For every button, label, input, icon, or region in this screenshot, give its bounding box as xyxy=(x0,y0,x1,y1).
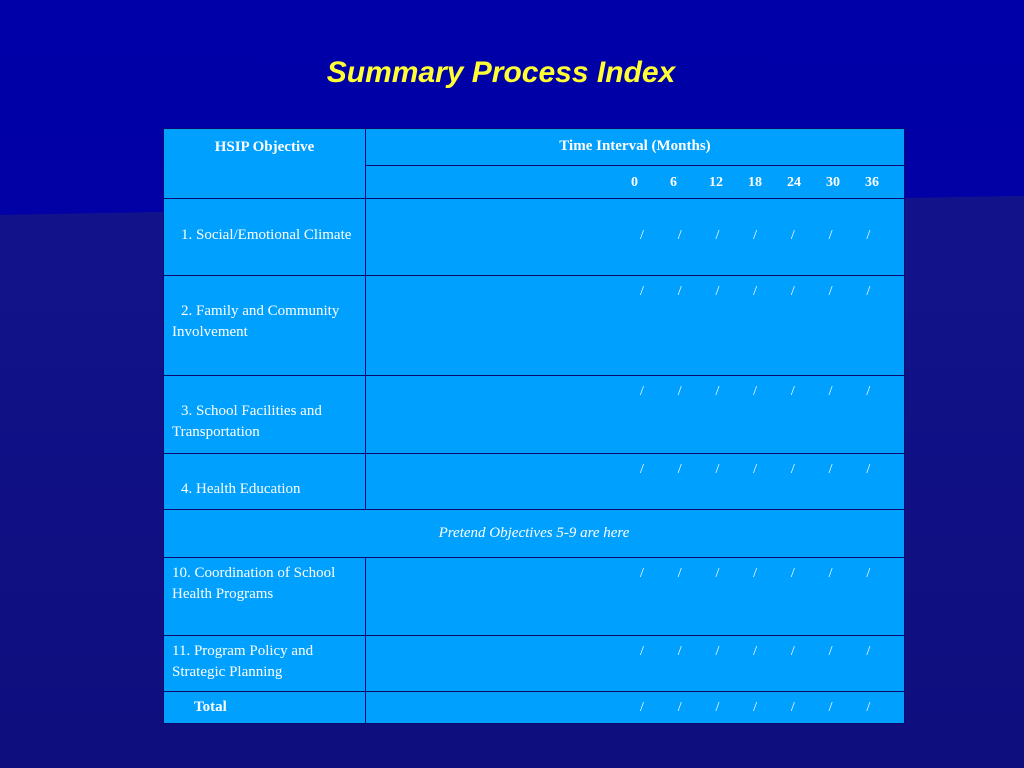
table-row xyxy=(164,454,905,510)
month-labels xyxy=(366,166,904,193)
interval-mark: / xyxy=(715,566,720,581)
interval-mark: / xyxy=(753,462,758,477)
interval-mark: / xyxy=(715,700,720,715)
pretend-note: Pretend Objectives 5-9 are here xyxy=(164,510,905,558)
total-row xyxy=(164,692,905,724)
interval-mark: / xyxy=(677,228,682,243)
interval-mark: / xyxy=(753,384,758,399)
objective-header: HSIP Objective xyxy=(164,129,366,199)
interval-mark: / xyxy=(790,462,795,477)
mark-row xyxy=(366,641,904,662)
interval-mark: / xyxy=(790,644,795,659)
interval-mark: / xyxy=(790,384,795,399)
interval-mark: / xyxy=(828,284,833,299)
mark-row xyxy=(366,697,904,718)
interval-mark: / xyxy=(828,228,833,243)
slide-title: Summary Process Index xyxy=(326,56,676,89)
interval-mark: / xyxy=(866,384,871,399)
month-label: 6 xyxy=(670,175,677,190)
interval-mark: / xyxy=(677,384,682,399)
interval-mark: / xyxy=(866,566,871,581)
month-label: 24 xyxy=(787,175,801,190)
pretend-row xyxy=(164,510,905,558)
interval-mark: / xyxy=(866,700,871,715)
interval-mark: / xyxy=(866,462,871,477)
table-row xyxy=(164,376,905,454)
interval-mark: / xyxy=(866,284,871,299)
interval-header: Time Interval (Months) xyxy=(366,129,905,166)
table-row xyxy=(164,276,905,376)
interval-mark: / xyxy=(677,700,682,715)
table-row xyxy=(164,199,905,276)
interval-mark: / xyxy=(677,566,682,581)
mark-row xyxy=(366,381,904,402)
month-label: 0 xyxy=(631,175,638,190)
month-label: 12 xyxy=(709,175,723,190)
mark-row xyxy=(366,225,904,246)
interval-mark: / xyxy=(715,462,720,477)
month-label: 30 xyxy=(826,175,840,190)
interval-mark: / xyxy=(715,384,720,399)
interval-mark: / xyxy=(640,284,644,299)
interval-mark: / xyxy=(753,700,758,715)
interval-mark: / xyxy=(753,228,758,243)
month-label: 18 xyxy=(748,175,762,190)
interval-mark: / xyxy=(866,228,871,243)
interval-mark: / xyxy=(640,228,644,243)
mark-row xyxy=(366,459,904,480)
interval-mark: / xyxy=(790,284,795,299)
header-row xyxy=(164,129,905,166)
interval-mark: / xyxy=(677,644,682,659)
objective-label: 10. Coordination of School Health Programs xyxy=(164,558,366,636)
mark-row xyxy=(366,281,904,302)
interval-mark: / xyxy=(790,228,795,243)
interval-mark: / xyxy=(677,462,682,477)
month-label: 36 xyxy=(865,175,879,190)
total-label: Total xyxy=(164,692,366,724)
objective-label: 1. Social/Emotional Climate xyxy=(181,227,352,243)
interval-mark: / xyxy=(828,566,833,581)
interval-mark: / xyxy=(640,384,644,399)
objective-label: 3. School Facilities and Transportation xyxy=(172,403,322,440)
interval-mark: / xyxy=(640,566,644,581)
summary-table xyxy=(163,128,905,724)
interval-mark: / xyxy=(790,566,795,581)
interval-mark: / xyxy=(640,644,644,659)
interval-mark: / xyxy=(828,462,833,477)
interval-mark: / xyxy=(828,700,833,715)
objective-label: 11. Program Policy and Strategic Planning xyxy=(164,636,366,692)
interval-mark: / xyxy=(715,284,720,299)
interval-mark: / xyxy=(753,566,758,581)
interval-mark: / xyxy=(753,644,758,659)
interval-mark: / xyxy=(715,228,720,243)
mark-row xyxy=(366,563,904,584)
interval-mark: / xyxy=(790,700,795,715)
table-row xyxy=(164,558,905,636)
interval-mark: / xyxy=(640,700,644,715)
interval-mark: / xyxy=(715,644,720,659)
interval-mark: / xyxy=(677,284,682,299)
objective-label: 2. Family and Community Involvement xyxy=(172,303,340,340)
interval-mark: / xyxy=(828,384,833,399)
interval-mark: / xyxy=(828,644,833,659)
objective-label: 4. Health Education xyxy=(181,481,301,497)
interval-mark: / xyxy=(753,284,758,299)
interval-mark: / xyxy=(866,644,871,659)
table-row xyxy=(164,636,905,692)
interval-mark: / xyxy=(640,462,644,477)
